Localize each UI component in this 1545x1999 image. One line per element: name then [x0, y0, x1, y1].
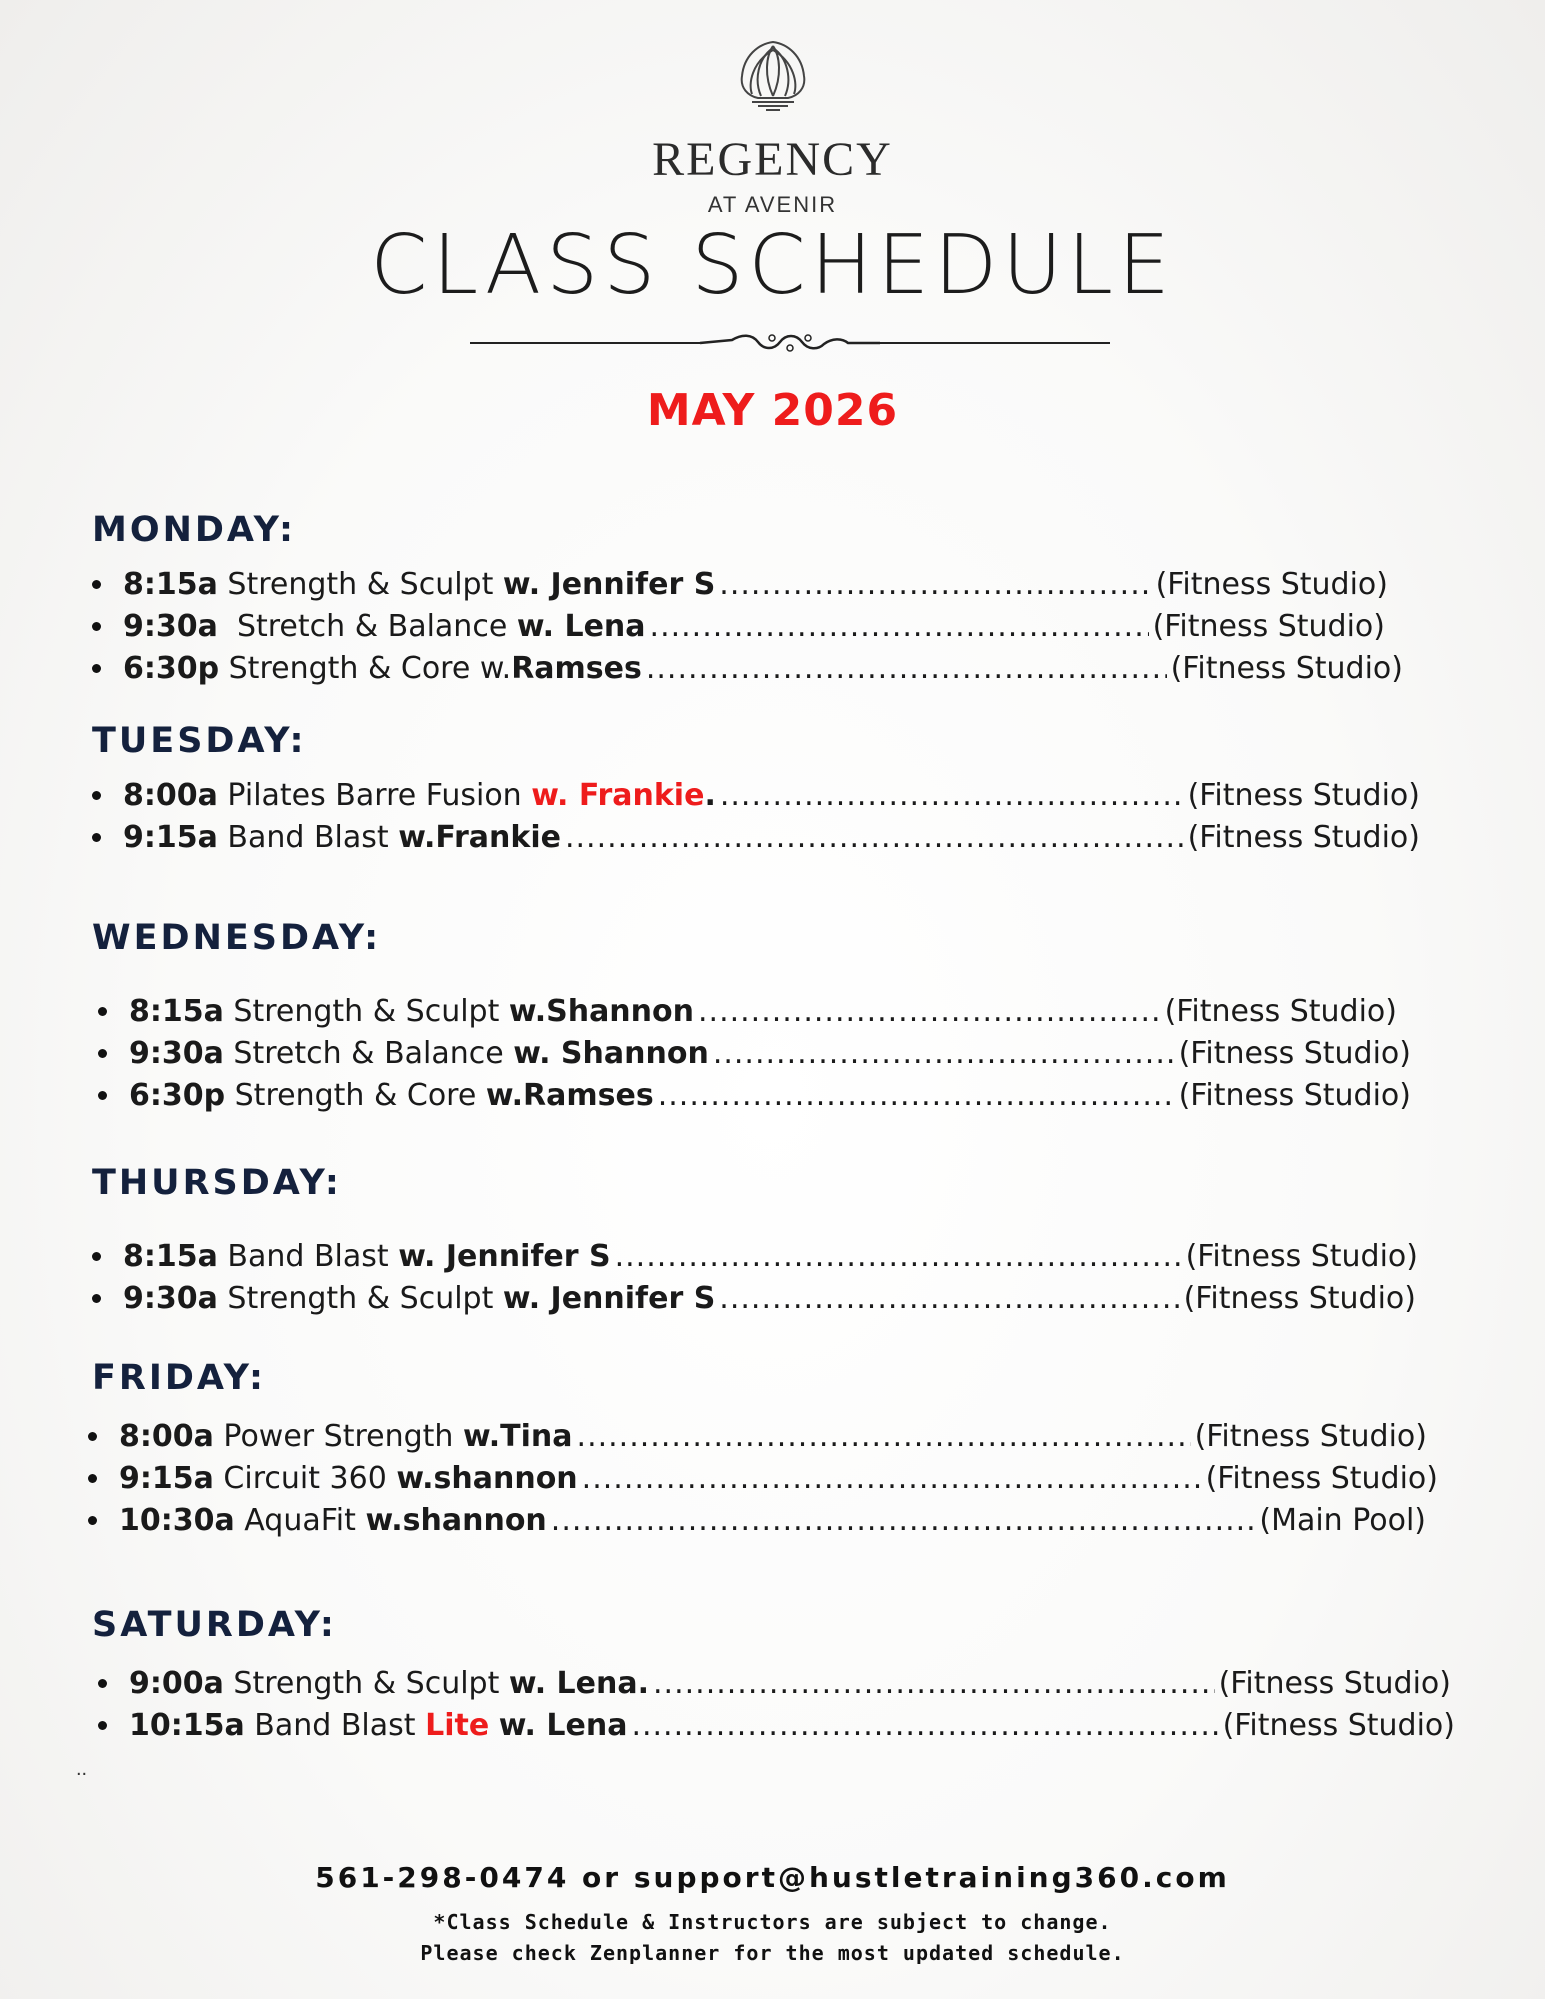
class-location: (Main Pool): [1259, 1502, 1426, 1538]
bullet-icon: [98, 1007, 107, 1016]
dot-leader: [577, 1419, 1191, 1454]
class-location: (Fitness Studio): [1164, 993, 1397, 1029]
shell-icon: [728, 36, 818, 116]
day-heading-saturday: SATURDAY:: [92, 1605, 337, 1645]
class-instructor: w.Shannon: [508, 993, 694, 1029]
footer-note-line2: Please check Zenplanner for the most updated schedule.: [420, 1941, 1125, 1965]
class-row: [88, 1499, 1426, 1541]
bullet-icon: [98, 1091, 107, 1100]
dot-leader: [582, 1461, 1202, 1496]
class-row: [98, 1662, 1451, 1704]
class-time: 9:00a: [129, 1665, 224, 1701]
bullet-icon: [92, 580, 101, 589]
dot-leader: [713, 1036, 1175, 1071]
bullet-icon: [98, 1721, 107, 1730]
class-instructor: w.Tina: [462, 1418, 573, 1454]
stray-mark: ..: [76, 1758, 88, 1780]
day-heading-thursday: THURSDAY:: [92, 1163, 342, 1203]
class-name: Strength & Sculpt: [233, 1665, 500, 1701]
contact-info: 561-298-0474 or support@hustletraining360.com: [315, 1861, 1230, 1894]
day-heading-monday: MONDAY:: [92, 510, 296, 550]
class-row: [88, 1415, 1427, 1457]
dot-leader: [615, 1239, 1182, 1274]
dot-leader: [650, 609, 1149, 644]
bullet-icon: [92, 622, 101, 631]
class-name: Strength & Sculpt: [233, 993, 500, 1029]
class-location: (Fitness Studio): [1178, 1035, 1411, 1071]
class-time: 9:30a: [123, 608, 218, 644]
class-time: 6:30p: [123, 650, 220, 686]
class-time: 10:30a: [119, 1502, 235, 1538]
bullet-icon: [92, 791, 101, 800]
class-name: Circuit 360: [223, 1460, 387, 1496]
class-time: 9:15a: [123, 819, 218, 855]
schedule-month: MAY 2026: [646, 385, 899, 436]
class-location: (Fitness Studio): [1187, 819, 1420, 855]
brand-name: REGENCY: [652, 133, 893, 186]
page-title: CLASS SCHEDULE: [370, 218, 1175, 313]
class-row: [92, 605, 1385, 647]
class-instructor: w. Jennifer S: [502, 1280, 716, 1316]
class-instructor: w. Jennifer S: [398, 1238, 611, 1274]
bullet-icon: [92, 1252, 101, 1261]
class-name: Band Blast: [227, 1238, 389, 1274]
class-location: (Fitness Studio): [1178, 1077, 1411, 1113]
class-instructor: w. Lena.: [508, 1665, 650, 1701]
logo: [0, 36, 1545, 116]
class-highlight: Lite: [425, 1707, 490, 1743]
bullet-icon: [88, 1516, 97, 1525]
class-row: [92, 1235, 1418, 1277]
class-instructor: w. Frankie: [531, 777, 705, 813]
class-name: Stretch & Balance: [236, 608, 508, 644]
class-instructor: w.shannon: [396, 1460, 578, 1496]
class-instructor: w.Ramses: [485, 1077, 654, 1113]
class-instructor: w. Lena: [516, 608, 646, 644]
class-instructor: w. Jennifer S: [502, 566, 716, 602]
class-location: (Fitness Studio): [1205, 1460, 1438, 1496]
dot-leader: [653, 1666, 1215, 1701]
class-location: (Fitness Studio): [1152, 608, 1385, 644]
day-heading-wednesday: WEDNESDAY:: [92, 918, 382, 958]
dot-leader: [658, 1078, 1175, 1113]
class-name: Stretch & Balance: [233, 1035, 504, 1071]
class-name: Power Strength: [223, 1418, 454, 1454]
dot-leader: [551, 1503, 1256, 1538]
bullet-icon: [88, 1432, 97, 1441]
dot-leader: [646, 651, 1167, 686]
class-row: [98, 1074, 1411, 1116]
bullet-icon: [98, 1679, 107, 1688]
class-name: AquaFit: [244, 1502, 356, 1538]
class-instructor: w. Shannon: [513, 1035, 709, 1071]
class-name: Pilates Barre Fusion: [227, 777, 522, 813]
dot-leader: [719, 567, 1151, 602]
class-name: Strength & Sculpt: [227, 1280, 494, 1316]
class-row: [92, 1277, 1416, 1319]
class-time: 6:30p: [129, 1077, 226, 1113]
brand-subtitle: AT AVENIR: [707, 192, 838, 217]
class-name: Strength & Sculpt: [227, 566, 494, 602]
class-time: 8:00a: [119, 1418, 214, 1454]
class-location: (Fitness Studio): [1183, 1280, 1416, 1316]
bullet-icon: [92, 664, 101, 673]
class-location: (Fitness Studio): [1170, 650, 1403, 686]
class-location: (Fitness Studio): [1187, 777, 1420, 813]
class-row: 8:00a Pilates Barre Fusion w. Frankie . ..... (Fitness Studio): [92, 774, 1420, 816]
class-location: (Fitness Studio): [1222, 1707, 1455, 1743]
class-row: [98, 1032, 1411, 1074]
class-time: 9:30a: [129, 1035, 224, 1071]
class-time: 10:15a: [129, 1707, 245, 1743]
dot-leader: [719, 1281, 1179, 1316]
class-instructor: w. Lena: [498, 1707, 628, 1743]
class-time: 8:00a: [123, 777, 218, 813]
class-location: (Fitness Studio): [1155, 566, 1388, 602]
bullet-icon: [98, 1049, 107, 1058]
class-time: 8:15a: [123, 1238, 218, 1274]
class-name: Band Blast: [254, 1707, 416, 1743]
bullet-icon: [88, 1474, 97, 1483]
bullet-icon: [92, 833, 101, 842]
class-time: 8:15a: [123, 566, 218, 602]
class-instructor: w.Frankie: [398, 819, 561, 855]
class-instructor: w.shannon: [365, 1502, 547, 1538]
day-heading-tuesday: TUESDAY:: [92, 721, 307, 761]
dot-leader: [631, 1708, 1218, 1743]
dot-leader: [565, 820, 1184, 855]
dot-leader: [720, 778, 1184, 813]
class-location: (Fitness Studio): [1194, 1418, 1427, 1454]
class-location: (Fitness Studio): [1185, 1238, 1418, 1274]
class-location: (Fitness Studio): [1218, 1665, 1451, 1701]
class-instructor: Ramses: [511, 650, 642, 686]
day-heading-friday: FRIDAY:: [92, 1358, 266, 1398]
class-row: [92, 563, 1388, 605]
class-row: [92, 816, 1420, 858]
divider-flourish: [470, 330, 1110, 356]
class-row: [98, 990, 1397, 1032]
class-time: 8:15a: [129, 993, 224, 1029]
class-time: 9:15a: [119, 1460, 214, 1496]
class-row: [92, 647, 1403, 689]
class-name: Strength & Core: [228, 650, 471, 686]
class-name: Band Blast: [227, 819, 389, 855]
class-time: 9:30a: [123, 1280, 218, 1316]
bullet-icon: [92, 1294, 101, 1303]
class-name: Strength & Core: [234, 1077, 477, 1113]
class-row: [88, 1457, 1438, 1499]
class-instructor-prefix: w.: [479, 650, 512, 686]
dot-leader: [698, 994, 1161, 1029]
class-row: [98, 1704, 1455, 1746]
footer-note-line1: *Class Schedule & Instructors are subject to change.: [433, 1910, 1112, 1934]
